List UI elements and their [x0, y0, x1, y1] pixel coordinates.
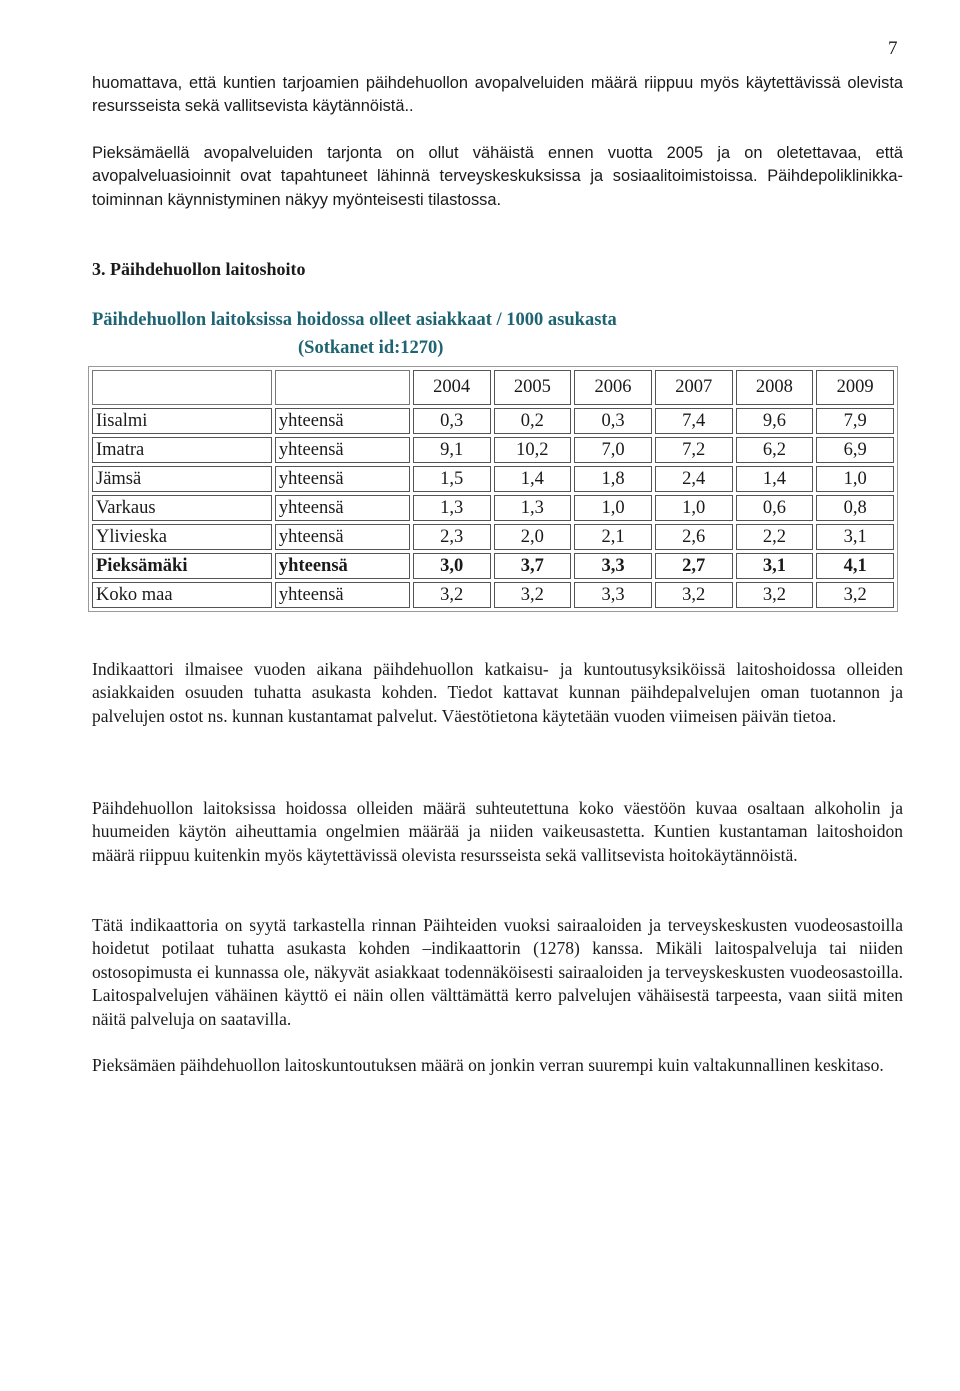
- measure-cell: yhteensä: [275, 466, 410, 492]
- measure-cell: yhteensä: [275, 495, 410, 521]
- value-cell: 0,3: [574, 408, 652, 434]
- value-cell: 1,4: [494, 466, 572, 492]
- table-title: Päihdehuollon laitoksissa hoidossa olleet asiakkaat / 1000 asukasta: [92, 310, 617, 330]
- paragraph-4: Päihdehuollon laitoksissa hoidossa olleiden määrä suhteutettuna koko väestöön kuvaa osaltaan alkoholin ja huumeiden käytön aiheuttamia ongelmien määrää ja niiden vaikeusastetta. Kuntien kustantaman laitoshoidon määrä riippuu kuitenkin myös käytettävissä olevista resursseista sekä vallitsevista hoitokäytännöistä.: [92, 798, 903, 865]
- value-cell: 3,2: [736, 582, 814, 608]
- paragraph-2: Pieksämäellä avopalveluiden tarjonta on ollut vähäistä ennen vuotta 2005 ja on oletettavaa, että avopalveluasioinnit ovat tapahtuneet lähinnä terveyskeskuksissa ja sosiaalitoimistoissa. Päihdepoliklinikka- toiminnan käynnistyminen näkyy myönteisesti tilastossa.: [92, 144, 903, 209]
- value-cell: 9,1: [413, 437, 491, 463]
- value-cell: 1,4: [736, 466, 814, 492]
- table-row: [92, 466, 894, 492]
- region-cell: Imatra: [92, 437, 272, 463]
- value-cell: 1,0: [816, 466, 894, 492]
- value-cell: 2,4: [655, 466, 733, 492]
- value-cell: 2,6: [655, 524, 733, 550]
- value-cell: 3,0: [413, 553, 491, 579]
- page-number: 7: [888, 38, 898, 59]
- value-cell: 3,1: [816, 524, 894, 550]
- value-cell: 7,9: [816, 408, 894, 434]
- paragraph-6: Pieksämäen päihdehuollon laitoskuntoutuksen määrä on jonkin verran suurempi kuin valtakunnallinen keskitaso.: [92, 1055, 884, 1075]
- table-subtitle: (Sotkanet id:1270): [298, 338, 444, 358]
- year-header: 2008: [736, 370, 814, 405]
- value-cell: 7,0: [574, 437, 652, 463]
- value-cell: 0,3: [413, 408, 491, 434]
- value-cell: 3,7: [494, 553, 572, 579]
- value-cell: 10,2: [494, 437, 572, 463]
- value-cell: 2,2: [736, 524, 814, 550]
- value-cell: 3,2: [655, 582, 733, 608]
- section-heading: 3. Päihdehuollon laitoshoito: [92, 259, 306, 279]
- value-cell: 4,1: [816, 553, 894, 579]
- header-empty-cell: [275, 370, 410, 405]
- value-cell: 3,3: [574, 582, 652, 608]
- value-cell: 2,7: [655, 553, 733, 579]
- table-row: [92, 437, 894, 463]
- year-header: 2007: [655, 370, 733, 405]
- region-cell: Pieksämäki: [92, 553, 272, 579]
- value-cell: 1,3: [494, 495, 572, 521]
- year-header: 2006: [574, 370, 652, 405]
- measure-cell: yhteensä: [275, 553, 410, 579]
- value-cell: 9,6: [736, 408, 814, 434]
- header-empty-cell: [92, 370, 272, 405]
- value-cell: 1,0: [574, 495, 652, 521]
- region-cell: Varkaus: [92, 495, 272, 521]
- value-cell: 3,2: [413, 582, 491, 608]
- value-cell: 2,0: [494, 524, 572, 550]
- value-cell: 7,2: [655, 437, 733, 463]
- paragraph-1: huomattava, että kuntien tarjoamien päihdehuollon avopalveluiden määrä riippuu myös käytettävissä olevista resursseista sekä vallitsevista käytännöistä..: [92, 74, 903, 116]
- table-row: [92, 408, 894, 434]
- region-cell: Ylivieska: [92, 524, 272, 550]
- value-cell: 3,2: [816, 582, 894, 608]
- value-cell: 1,5: [413, 466, 491, 492]
- value-cell: 3,1: [736, 553, 814, 579]
- table-row: [92, 582, 894, 608]
- value-cell: 1,3: [413, 495, 491, 521]
- value-cell: 2,1: [574, 524, 652, 550]
- value-cell: 0,2: [494, 408, 572, 434]
- value-cell: 3,2: [494, 582, 572, 608]
- year-header: 2004: [413, 370, 491, 405]
- paragraph-5: Tätä indikaattoria on syytä tarkastella rinnan Päihteiden vuoksi sairaaloiden ja terveyskeskusten vuodeosastoilla hoidetut potilaat tuhatta asukasta kohden –indikaattorin (1278) kanssa. Mikäli laitospalveluja tai niiden ostosopimusta ei kunnassa ole, näkyvät asiakkaat todennäköisesti sairaaloiden ja terveyskeskusten vuodeosastoilla. Laitospalvelujen vähäinen käyttö ei näin ollen välttämättä kerro palvelujen vähäisestä tarpeesta, vaan siitä miten näitä palveluja on saatavilla.: [92, 915, 903, 1029]
- value-cell: 1,8: [574, 466, 652, 492]
- measure-cell: yhteensä: [275, 408, 410, 434]
- value-cell: 2,3: [413, 524, 491, 550]
- measure-cell: yhteensä: [275, 582, 410, 608]
- year-header: 2005: [494, 370, 572, 405]
- value-cell: 6,9: [816, 437, 894, 463]
- value-cell: 6,2: [736, 437, 814, 463]
- value-cell: 0,8: [816, 495, 894, 521]
- table-header-row: [92, 370, 894, 405]
- value-cell: 0,6: [736, 495, 814, 521]
- region-cell: Koko maa: [92, 582, 272, 608]
- value-cell: 3,3: [574, 553, 652, 579]
- region-cell: Jämsä: [92, 466, 272, 492]
- region-cell: Iisalmi: [92, 408, 272, 434]
- value-cell: 7,4: [655, 408, 733, 434]
- measure-cell: yhteensä: [275, 437, 410, 463]
- statistics-table: [88, 366, 898, 612]
- paragraph-3: Indikaattori ilmaisee vuoden aikana päihdehuollon katkaisu- ja kuntoutusyksiköissä laitoshoidossa olleiden asiakkaiden osuuden tuhatta asukasta kohden. Tiedot kattavat kunnan päihdepalvelujen oman tuotannon ja palvelujen ostot ns. kunnan kustantamat palvelut. Väestötietona käytetään vuoden viimeisen päivän tietoa.: [92, 659, 903, 726]
- value-cell: 1,0: [655, 495, 733, 521]
- measure-cell: yhteensä: [275, 524, 410, 550]
- table-row: [92, 495, 894, 521]
- year-header: 2009: [816, 370, 894, 405]
- table-row: [92, 553, 894, 579]
- table-row: [92, 524, 894, 550]
